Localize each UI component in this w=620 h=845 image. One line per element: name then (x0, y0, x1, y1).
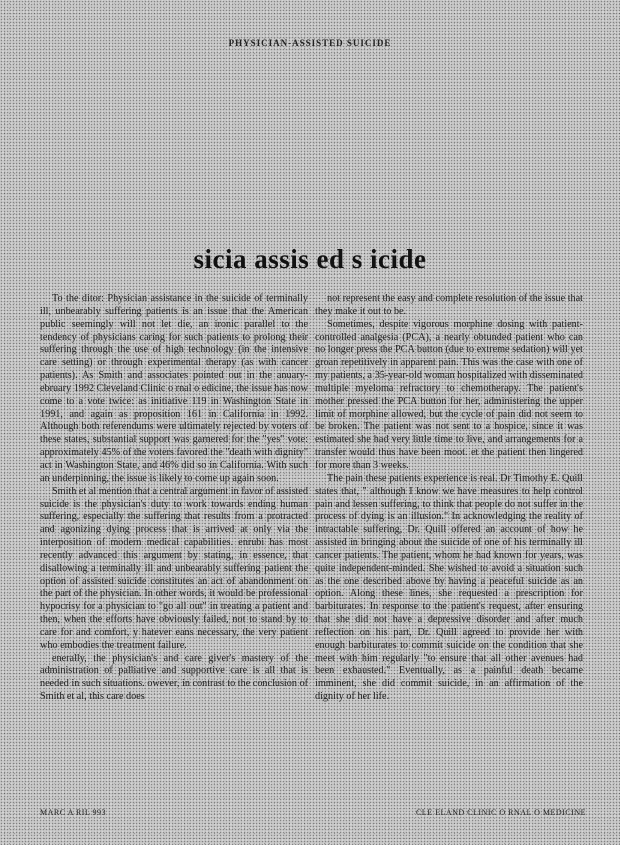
column-left (40, 293, 308, 704)
footer-issue-date: MARC A RIL 993 (40, 808, 107, 817)
paragraph: enerally, the physician's and care giver's mastery of the administration of palliative and supportive care is all that is needed in such situations. owever, in contrast to the conclusion of Smith et al, this care does (40, 652, 308, 703)
paragraph: Smith et al mention that a central argument in favor of assisted suicide is the physician's duty to work towards ending human suffering, especially the suffering that results from a protracted and agonizing dying process that is arrived at only via the interposition of modern medical capabilities. enrubi has most recently advanced this argument by stating, in essence, that disallowing a terminally ill and unbearably suffering patient the option of assisted suicide constitutes an act of abandonment on the part of the physician. In other words, it would be professional hypocrisy for a physician to "go all out" in treating a patient and then, when the efforts have obviously failed, not to stand by to care for and comfort, y hatever eans necessary, the very patient who embodies the treatment failure. (40, 485, 308, 651)
column-right (315, 293, 583, 704)
paragraph: The pain these patients experience is real. Dr Timothy E. Quill states that, " although I know we have measures to help control pain and lessen suffering, to think that people do not suffer in the process of dying is an illusion." In acknowledging the reality of intractable suffering, Dr. Quill offered an account of how he assisted in bringing about the suicide of one of his terminally ill cancer patients. The patient, whom he had known for years, was quite independent-minded. She wished to avoid a situation such as the one described above by having a peaceful suicide as an option. Along these lines, she requested a prescription for barbiturates. In response to the patient's request, after ensuring that she did not have a depressive disorder and after much reflection on his part, Dr. Quill agreed to provide her with enough barbiturates to commit suicide on the condition that she meet with him regularly "to ensure that all other avenues had been exhausted." Eventually, as a painful death became imminent, she did commit suicide, in an affirmation of the dignity of her life. (315, 472, 583, 703)
paragraph: Sometimes, despite vigorous morphine dosing with patient-controlled analgesia (PCA), a nearly obtunded patient who can no longer press the PCA button (due to extreme sedation) will yet groan repetitively in apparent pain. This was the case with one of my patients, a 35-year-old woman hospitalized with disseminated multiple myeloma refractory to chemotherapy. The patient's mother pressed the PCA button for her, administering the upper limit of morphine allowed, but the cycle of pain did not seem to be broken. The patient was not sent to a hospice, since it was estimated she had very little time to live, and arrangements for a transfer would thus have been moot. et the patient then lingered for more than 3 weeks. (315, 318, 583, 471)
article-title: sicia assis ed s icide (193, 244, 427, 274)
paragraph: To the ditor: Physician assistance in the suicide of terminally ill, unbearably suffering patients is an issue that the American public seemingly will not let die, an ironic parallel to the tendency of physicians caring for such patients to prolong their suffering through the use of high technology (in the intensive care setting) or through experimental therapy (as with cancer patients). As Smith and associates pointed out in the anuary- ebruary 1992 Cleveland Clinic o rnal o edicine, the issue has now come to a vote twice: as initiative 119 in Washington State in 1991, and again as proposition 161 in California in 1992. Although both referendums were ultimately rejected by voters of these states, substantial support was garnered for the "yes" vote: approximately 45% of the voters favored the "death with dignity" act in Washington State, and 46% did so in California. With such an underpinning, the issue is likely to come up again soon. (40, 293, 308, 484)
running-head: PHYSICIAN-ASSISTED SUICIDE (228, 38, 392, 48)
paragraph: not represent the easy and complete resolution of the issue that they make it out to be. (315, 293, 583, 317)
footer-journal-name: CLE ELAND CLINIC O RNAL O MEDICINE (415, 808, 586, 817)
